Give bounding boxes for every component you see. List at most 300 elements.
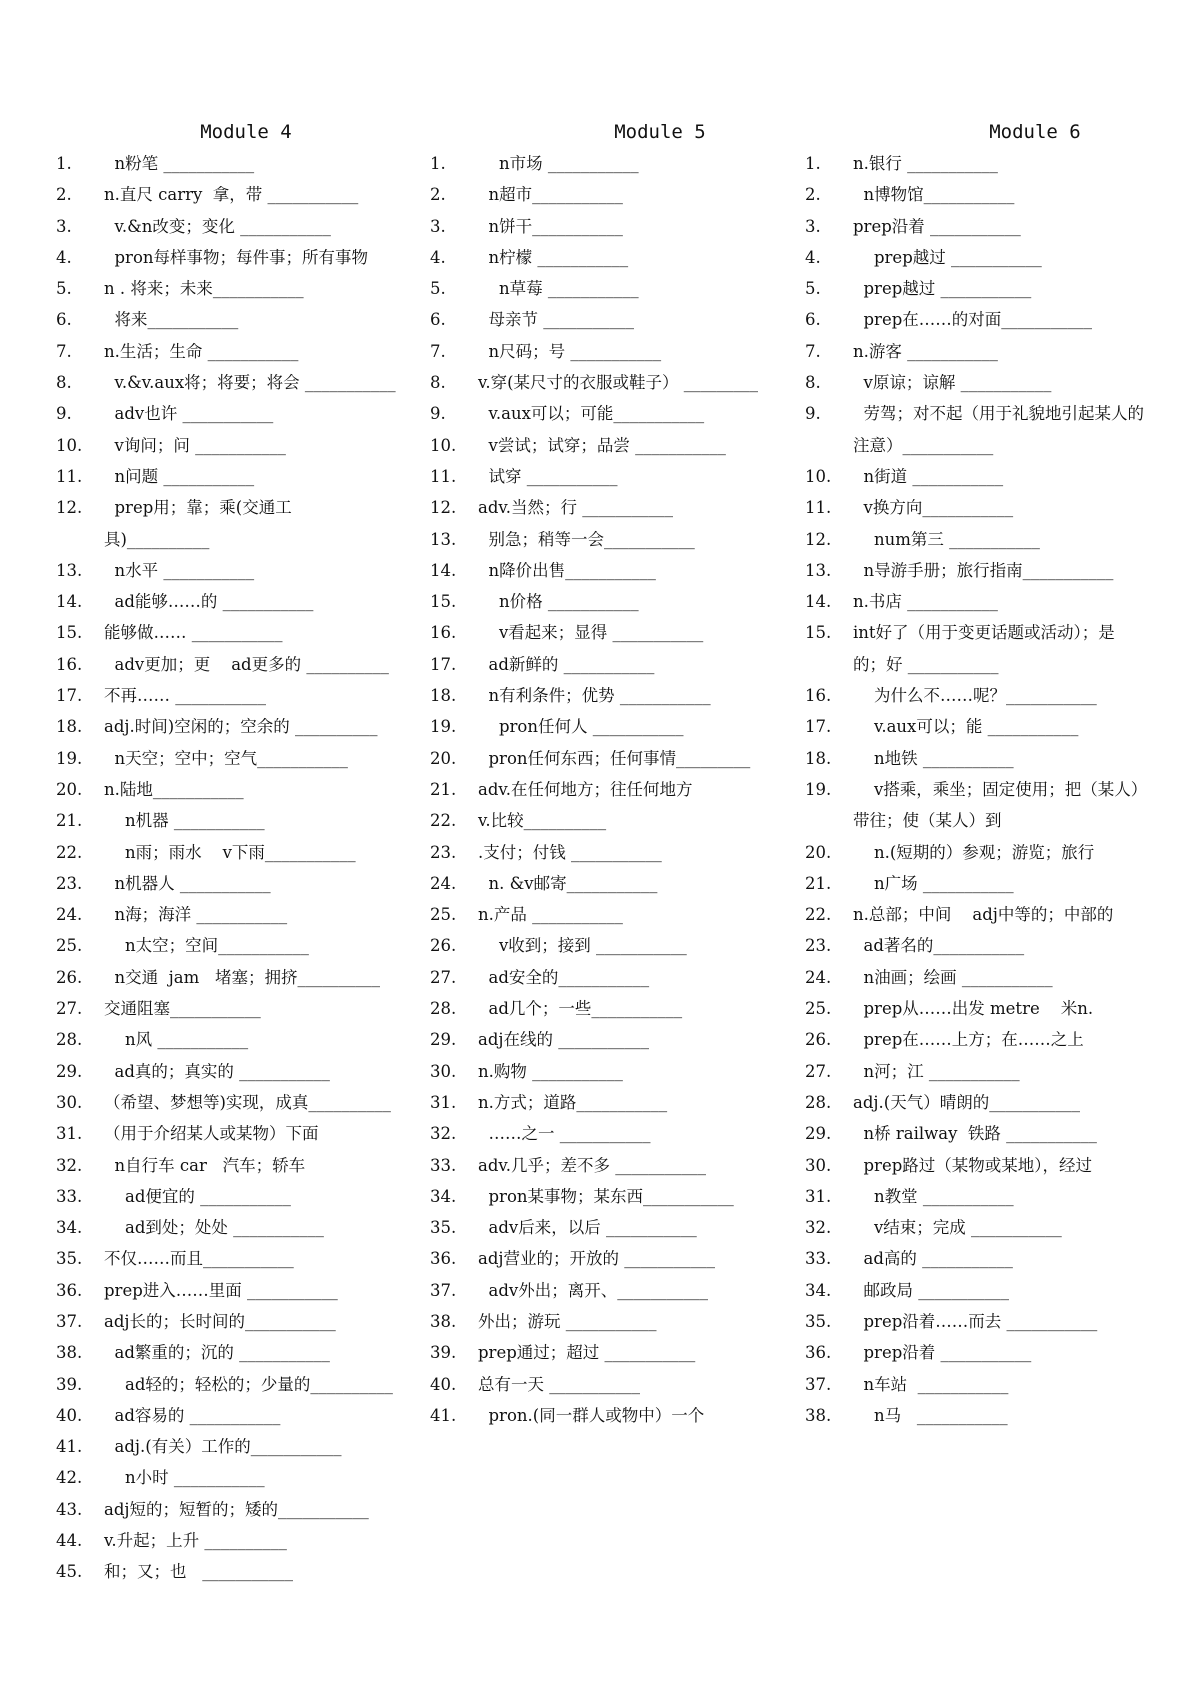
entry-number: 16.	[805, 686, 832, 706]
vocab-entry	[805, 774, 1145, 837]
entry-text: n导游手册；旅行指南___________	[853, 560, 1114, 580]
entry-number: 5.	[56, 279, 72, 299]
entry-number: 31.	[56, 1124, 83, 1144]
entry-number: 40.	[430, 1374, 457, 1394]
vocab-entry	[56, 211, 396, 242]
entry-number: 33.	[805, 1249, 832, 1269]
vocab-entry	[56, 743, 396, 774]
vocab-entry	[56, 680, 396, 711]
entry-text: n价格 ___________	[478, 592, 639, 612]
vocab-entry	[805, 492, 1145, 523]
vocab-entry	[56, 1243, 396, 1274]
entry-number: 10.	[805, 466, 832, 486]
vocab-entry	[56, 711, 396, 742]
entry-text: n草莓 ___________	[478, 279, 639, 299]
entry-number: 38.	[56, 1343, 83, 1363]
vocab-entry	[56, 398, 396, 429]
entry-number: 4.	[805, 247, 821, 267]
vocab-entry	[56, 868, 396, 899]
entry-number: 26.	[430, 936, 457, 956]
vocab-entry	[430, 273, 770, 304]
entry-number: 41.	[56, 1437, 83, 1457]
entry-number: 30.	[430, 1061, 457, 1081]
entry-text: adj在线的 ___________	[478, 1030, 650, 1050]
vocab-entry	[56, 1056, 396, 1087]
vocab-entry	[805, 1181, 1145, 1212]
entry-number: 35.	[805, 1311, 832, 1331]
entry-text: ad几个；一些___________	[478, 999, 683, 1019]
entry-text: pron任何东西；任何事情_________	[478, 748, 751, 768]
vocab-entry	[805, 1243, 1145, 1274]
vocab-entry	[430, 148, 770, 179]
entry-text: n机器 ___________	[104, 811, 265, 831]
entry-number: 27.	[430, 967, 457, 987]
vocab-entry	[56, 179, 396, 210]
entry-text: v.aux可以；可能___________	[478, 404, 705, 424]
vocab-entry	[805, 242, 1145, 273]
entry-number: 3.	[430, 216, 446, 236]
entry-text: adj.(有关）工作的___________	[104, 1437, 342, 1457]
entry-number: 16.	[430, 623, 457, 643]
entry-number: 24.	[56, 905, 83, 925]
entry-number: 23.	[56, 873, 83, 893]
entry-text: n有利条件；优势 ___________	[478, 686, 711, 706]
entry-text: ad繁重的；沉的 ___________	[104, 1343, 330, 1363]
entry-number: 25.	[805, 999, 832, 1019]
entry-number: 34.	[805, 1280, 832, 1300]
vocab-entry	[56, 1024, 396, 1055]
entry-number: 3.	[805, 216, 821, 236]
entry-text: n. &v邮寄___________	[478, 873, 658, 893]
entry-text: n桥 railway 铁路 ___________	[853, 1124, 1097, 1144]
entry-number: 13.	[430, 529, 457, 549]
vocab-entry	[805, 1150, 1145, 1181]
entry-text: prep在……上方；在……之上	[853, 1030, 1084, 1050]
vocab-entry	[430, 805, 770, 836]
vocab-entry	[56, 492, 396, 555]
entry-text: 不仅……而且___________	[104, 1249, 294, 1269]
entry-number: 20.	[56, 779, 83, 799]
entry-text: v结束；完成 ___________	[853, 1218, 1062, 1238]
entry-text: v换方向___________	[853, 498, 1014, 518]
vocab-entry	[805, 273, 1145, 304]
vocab-entry	[805, 398, 1145, 461]
entry-text: 试穿 ___________	[478, 466, 618, 486]
vocab-entry	[56, 1118, 396, 1149]
entry-number: 34.	[56, 1218, 83, 1238]
entry-text: prep用；靠；乘(交通工具)__________	[104, 498, 292, 549]
entry-number: 18.	[56, 717, 83, 737]
vocab-entry	[430, 398, 770, 429]
entry-number: 1.	[430, 154, 446, 173]
vocab-entry	[805, 617, 1145, 680]
entry-text: prep路过（某物或某地），经过	[853, 1155, 1093, 1175]
entry-text: n饼干___________	[478, 216, 623, 236]
vocab-entry	[430, 774, 770, 805]
entry-number: 35.	[56, 1249, 83, 1269]
entry-number: 2.	[805, 185, 821, 205]
entry-text: 别急；稍等一会___________	[478, 529, 695, 549]
vocab-entry	[56, 1306, 396, 1337]
vocab-entry	[56, 1275, 396, 1306]
entry-number: 29.	[805, 1124, 832, 1144]
entry-text: ad容易的 ___________	[104, 1405, 281, 1425]
entry-number: 8.	[805, 373, 821, 393]
entry-text: n交通 jam 堵塞；拥挤__________	[104, 967, 380, 987]
entry-number: 27.	[805, 1061, 832, 1081]
entry-text: int好了（用于变更话题或活动）；是的；好 ___________	[853, 623, 1115, 674]
entry-text: v收到；接到 ___________	[478, 936, 687, 956]
vocab-entry	[805, 1400, 1145, 1431]
entry-number: 11.	[430, 466, 457, 486]
entry-number: 20.	[805, 842, 832, 862]
entry-number: 43.	[56, 1499, 83, 1519]
entry-text: n机器人 ___________	[104, 873, 271, 893]
vocab-entry	[430, 492, 770, 523]
vocab-entry	[430, 1118, 770, 1149]
entry-text: n马 ___________	[853, 1405, 1008, 1425]
vocab-entry	[430, 367, 770, 398]
vocab-list	[430, 148, 770, 1431]
module-5-column	[430, 116, 770, 1431]
vocab-entry	[805, 1369, 1145, 1400]
entry-number: 19.	[430, 717, 457, 737]
entry-number: 5.	[430, 279, 446, 299]
entry-number: 40.	[56, 1405, 83, 1425]
vocab-entry	[430, 1306, 770, 1337]
entry-number: 21.	[805, 873, 832, 893]
entry-text: v原谅；谅解 ___________	[853, 373, 1052, 393]
vocab-entry	[430, 1400, 770, 1431]
entry-number: 32.	[805, 1218, 832, 1238]
entry-text: ……之一 ___________	[478, 1124, 651, 1144]
entry-text: n.总部；中间 adj中等的；中部的	[853, 905, 1114, 925]
vocab-entry	[805, 524, 1145, 555]
vocab-entry	[430, 680, 770, 711]
entry-text: prep在……的对面___________	[853, 310, 1093, 330]
entry-text: prep进入……里面 ___________	[104, 1280, 338, 1300]
entry-text: n油画；绘画 ___________	[853, 967, 1053, 987]
vocab-entry	[430, 430, 770, 461]
entry-number: 14.	[56, 592, 83, 612]
vocab-entry	[56, 1556, 396, 1587]
entry-text: adj.(天气）晴朗的___________	[853, 1092, 1080, 1112]
vocab-entry	[430, 1087, 770, 1118]
entry-number: 26.	[56, 967, 83, 987]
vocab-entry	[56, 1431, 396, 1462]
vocab-entry	[56, 304, 396, 335]
entry-number: 39.	[56, 1374, 83, 1394]
vocab-entry	[805, 680, 1145, 711]
entry-number: 10.	[56, 435, 83, 455]
entry-text: pron.(同一群人或物中）一个	[478, 1405, 705, 1425]
vocab-entry	[805, 304, 1145, 335]
entry-number: 20.	[430, 748, 457, 768]
entry-text: 和；又；也 ___________	[104, 1562, 293, 1582]
vocab-entry	[430, 711, 770, 742]
entry-number: 23.	[430, 842, 457, 862]
entry-text: adv.当然；行 ___________	[478, 498, 674, 518]
entry-number: 42.	[56, 1468, 83, 1488]
entry-number: 6.	[805, 310, 821, 330]
entry-number: 29.	[56, 1061, 83, 1081]
vocab-entry	[430, 242, 770, 273]
entry-text: adj.时间)空闲的；空余的 __________	[104, 717, 378, 737]
entry-text: prep沿着 ___________	[853, 1343, 1032, 1363]
vocab-entry	[56, 1212, 396, 1243]
entry-number: 7.	[805, 341, 821, 361]
vocab-entry	[56, 1150, 396, 1181]
entry-text: n地铁 ___________	[853, 748, 1014, 768]
entry-text: n街道 ___________	[853, 466, 1004, 486]
entry-number: 17.	[430, 654, 457, 674]
vocab-entry	[430, 1243, 770, 1274]
vocab-list	[805, 148, 1145, 1431]
entry-number: 32.	[56, 1155, 83, 1175]
vocab-entry	[430, 1337, 770, 1368]
entry-number: 7.	[56, 341, 72, 361]
entry-number: 13.	[805, 560, 832, 580]
vocab-entry	[805, 1056, 1145, 1087]
vocab-entry	[56, 430, 396, 461]
entry-number: 2.	[56, 185, 72, 205]
entry-number: 25.	[430, 905, 457, 925]
entry-text: n.银行 ___________	[853, 154, 998, 173]
entry-number: 38.	[805, 1405, 832, 1425]
entry-text: pron每样事物；每件事；所有事物	[104, 247, 369, 267]
entry-number: 36.	[56, 1280, 83, 1300]
vocab-entry	[430, 555, 770, 586]
entry-number: 37.	[56, 1311, 83, 1331]
entry-number: 13.	[56, 560, 83, 580]
entry-text: n教堂 ___________	[853, 1186, 1014, 1206]
vocab-entry	[805, 179, 1145, 210]
entry-text: ad轻的；轻松的；少量的__________	[104, 1374, 393, 1394]
entry-text: n天空；空中；空气___________	[104, 748, 348, 768]
entry-text: v搭乘，乘坐；固定使用；把（某人）带往；使（某人）到	[853, 779, 1140, 831]
entry-text: 为什么不……呢？___________	[853, 686, 1097, 706]
vocab-entry	[430, 1181, 770, 1212]
entry-number: 15.	[56, 623, 83, 643]
vocab-entry	[430, 1150, 770, 1181]
vocab-entry	[56, 242, 396, 273]
entry-text: ad高的 ___________	[853, 1249, 1013, 1269]
vocab-entry	[805, 367, 1145, 398]
vocab-entry	[56, 336, 396, 367]
entry-text: n . 将来；未来___________	[104, 279, 304, 299]
entry-text: n.游客 ___________	[853, 341, 998, 361]
entry-number: 18.	[805, 748, 832, 768]
entry-number: 12.	[430, 498, 457, 518]
vocab-list	[56, 148, 396, 1588]
entry-number: 31.	[430, 1092, 457, 1112]
entry-text: n河；江 ___________	[853, 1061, 1020, 1081]
entry-number: 21.	[430, 779, 457, 799]
vocab-entry	[430, 993, 770, 1024]
module-title: Module 5	[614, 121, 706, 143]
vocab-entry	[56, 367, 396, 398]
entry-text: ad能够……的 ___________	[104, 592, 314, 612]
entry-number: 6.	[56, 310, 72, 330]
entry-text: prep沿着 ___________	[853, 216, 1021, 236]
entry-number: 30.	[805, 1155, 832, 1175]
entry-text: n.购物 ___________	[478, 1061, 623, 1081]
entry-text: 能够做…… ___________	[104, 623, 283, 643]
vocab-entry	[805, 1024, 1145, 1055]
entry-text: ad便宜的 ___________	[104, 1186, 291, 1206]
entry-number: 29.	[430, 1030, 457, 1050]
entry-text: n.书店 ___________	[853, 592, 998, 612]
vocab-entry	[805, 1306, 1145, 1337]
entry-text: n粉笔 ___________	[104, 154, 255, 173]
vocab-entry	[805, 962, 1145, 993]
entry-text: n水平 ___________	[104, 560, 255, 580]
entry-text: 将来___________	[104, 310, 239, 330]
entry-text: 母亲节 ___________	[478, 310, 634, 330]
entry-number: 24.	[805, 967, 832, 987]
entry-text: num第三 ___________	[853, 529, 1040, 549]
vocab-entry	[430, 930, 770, 961]
vocab-entry	[805, 899, 1145, 930]
vocab-entry	[430, 1369, 770, 1400]
entry-text: （用于介绍某人或某物）下面	[104, 1124, 319, 1144]
entry-text: prep越过 ___________	[853, 247, 1042, 267]
entry-text: v看起来；显得 ___________	[478, 623, 704, 643]
vocab-entry	[805, 148, 1145, 179]
entry-number: 41.	[430, 1405, 457, 1425]
entry-number: 8.	[430, 373, 446, 393]
entry-number: 31.	[805, 1186, 832, 1206]
entry-text: prep通过；超过 ___________	[478, 1343, 696, 1363]
entry-number: 3.	[56, 216, 72, 236]
entry-number: 2.	[430, 185, 446, 205]
entry-number: 14.	[805, 592, 832, 612]
vocab-entry	[805, 461, 1145, 492]
vocab-entry	[430, 1212, 770, 1243]
entry-number: 37.	[430, 1280, 457, 1300]
vocab-entry	[805, 1337, 1145, 1368]
entry-text: n尺码；号 ___________	[478, 341, 662, 361]
vocab-entry	[56, 805, 396, 836]
entry-text: n广场 ___________	[853, 873, 1014, 893]
vocab-entry	[430, 336, 770, 367]
vocab-entry	[430, 617, 770, 648]
entry-text: .支付；付钱 ___________	[478, 842, 662, 862]
entry-number: 17.	[805, 717, 832, 737]
module-title: Module 4	[200, 121, 292, 143]
vocab-entry	[430, 868, 770, 899]
entry-text: prep越过 ___________	[853, 279, 1032, 299]
entry-number: 19.	[805, 779, 832, 799]
vocab-entry	[56, 1400, 396, 1431]
vocab-entry	[430, 1056, 770, 1087]
entry-text: ad著名的___________	[853, 936, 1025, 956]
entry-number: 25.	[56, 936, 83, 956]
vocab-entry	[805, 1087, 1145, 1118]
entry-number: 10.	[430, 435, 457, 455]
vocab-entry	[56, 1087, 396, 1118]
entry-number: 15.	[430, 592, 457, 612]
entry-number: 26.	[805, 1030, 832, 1050]
vocab-entry	[56, 837, 396, 868]
entry-text: pron任何人 ___________	[478, 717, 684, 737]
vocab-entry	[56, 649, 396, 680]
module-6-column	[805, 116, 1145, 1431]
vocab-entry	[56, 148, 396, 179]
entry-number: 34.	[430, 1186, 457, 1206]
entry-text: ad安全的___________	[478, 967, 650, 987]
entry-number: 19.	[56, 748, 83, 768]
vocab-entry	[805, 743, 1145, 774]
entry-text: n小时 ___________	[104, 1468, 265, 1488]
entry-text: n自行车 car 汽车；轿车	[104, 1155, 306, 1175]
entry-text: ad到处；处处 ___________	[104, 1218, 324, 1238]
entry-text: n车站 ___________	[853, 1374, 1009, 1394]
entry-number: 4.	[430, 247, 446, 267]
entry-text: n.生活；生命 ___________	[104, 341, 299, 361]
entry-text: 邮政局 ___________	[853, 1280, 1009, 1300]
entry-text: n问题 ___________	[104, 466, 255, 486]
vocab-entry	[56, 993, 396, 1024]
entry-number: 7.	[430, 341, 446, 361]
vocab-entry	[805, 837, 1145, 868]
module-4-column	[56, 116, 396, 1588]
vocab-entry	[805, 930, 1145, 961]
vocab-entry	[430, 461, 770, 492]
entry-text: v尝试；试穿；品尝 ___________	[478, 435, 726, 455]
entry-text: 劳驾；对不起（用于礼貌地引起某人的注意）___________	[853, 404, 1144, 455]
entry-number: 18.	[430, 686, 457, 706]
module-title: Module 6	[989, 121, 1081, 143]
entry-number: 37.	[805, 1374, 832, 1394]
entry-number: 23.	[805, 936, 832, 956]
vocab-entry	[430, 524, 770, 555]
entry-text: n海；海洋 ___________	[104, 905, 288, 925]
vocab-entry	[430, 211, 770, 242]
entry-number: 30.	[56, 1092, 83, 1112]
entry-text: n风 ___________	[104, 1030, 249, 1050]
entry-text: ad新鲜的 ___________	[478, 654, 655, 674]
vocab-entry	[805, 555, 1145, 586]
entry-text: n降价出售___________	[478, 560, 656, 580]
entry-number: 44.	[56, 1531, 83, 1551]
entry-number: 5.	[805, 279, 821, 299]
entry-text: n市场 ___________	[478, 154, 639, 173]
entry-text: n雨；雨水 v下雨___________	[104, 842, 356, 862]
entry-text: adj短的；短暂的；矮的___________	[104, 1499, 369, 1519]
vocab-entry	[430, 837, 770, 868]
entry-text: n.直尺 carry 拿，带 ___________	[104, 185, 359, 205]
entry-number: 22.	[56, 842, 83, 862]
entry-number: 1.	[805, 154, 821, 173]
vocab-entry	[56, 1525, 396, 1556]
entry-text: adj长的；长时间的___________	[104, 1311, 336, 1331]
entry-number: 11.	[805, 498, 832, 518]
entry-number: 28.	[805, 1092, 832, 1112]
vocab-entry	[430, 1275, 770, 1306]
entry-number: 14.	[430, 560, 457, 580]
entry-number: 12.	[805, 529, 832, 549]
entry-text: n.陆地___________	[104, 779, 244, 799]
entry-number: 12.	[56, 498, 83, 518]
vocab-entry	[56, 774, 396, 805]
vocab-entry	[56, 899, 396, 930]
vocab-entry	[56, 962, 396, 993]
entry-number: 6.	[430, 310, 446, 330]
entry-text: adj营业的；开放的 ___________	[478, 1249, 716, 1269]
vocab-entry	[430, 179, 770, 210]
entry-number: 38.	[430, 1311, 457, 1331]
